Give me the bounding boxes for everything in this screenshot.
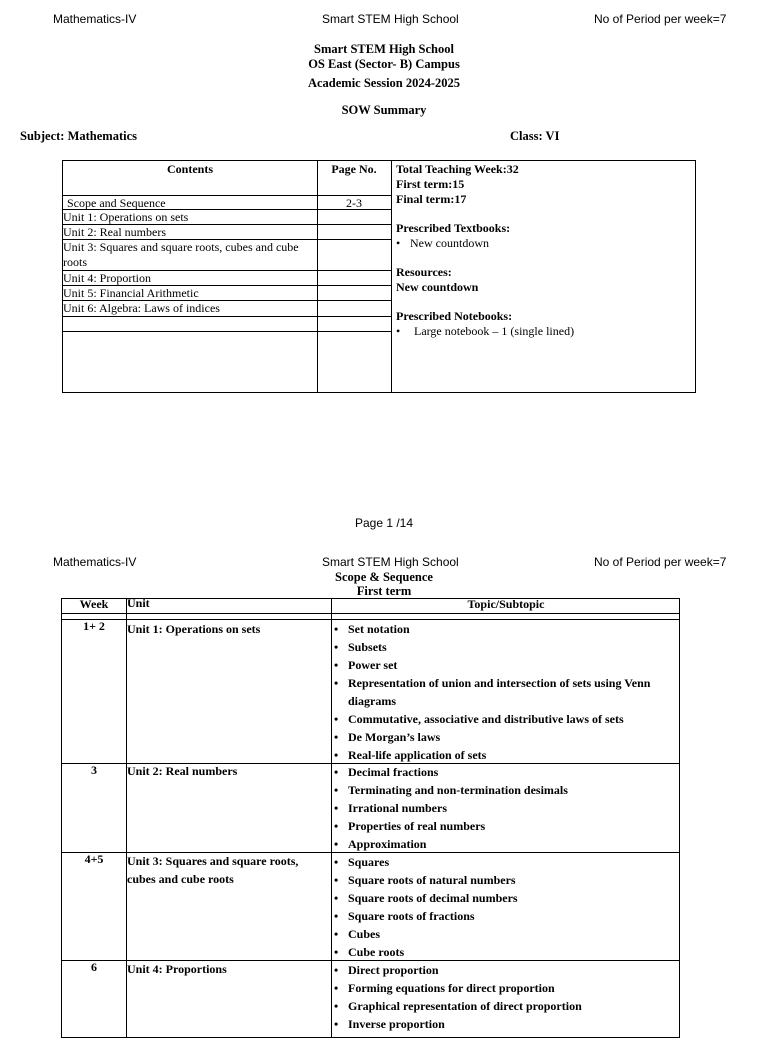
textbook-item: • New countdown (410, 236, 696, 251)
term-info (396, 162, 696, 339)
header-left: Mathematics-IV (53, 12, 137, 26)
header-center: Smart STEM High School (322, 12, 459, 26)
contents-item[interactable]: Scope and Sequence (67, 196, 166, 210)
list-item: • Square roots of decimal numbers (334, 889, 674, 907)
list-item: • Set notation (334, 620, 674, 638)
week-cell: 6 (91, 960, 97, 974)
total-weeks: Total Teaching Week:32 (396, 162, 519, 176)
list-item: • Inverse proportion (334, 1015, 674, 1033)
first-term: First term:15 (396, 177, 465, 191)
contents-page: 2-3 (346, 196, 362, 210)
topic-list (334, 853, 674, 961)
topic-list (334, 961, 674, 1033)
contents-item[interactable]: Unit 1: Operations on sets (63, 210, 189, 224)
scope-table (61, 598, 680, 1038)
school-name: Smart STEM High School (314, 42, 454, 56)
resource-item: New countdown (396, 280, 479, 294)
list-item: • Representation of union and intersection of sets using Venn diagrams (334, 674, 674, 710)
contents-item[interactable]: Unit 2: Real numbers (63, 225, 166, 239)
topic-list (334, 620, 674, 764)
header-left: Mathematics-IV (53, 555, 137, 569)
header-right: No of Period per week=7 (594, 12, 727, 26)
notebook-item: • Large notebook – 1 (single lined) (410, 324, 696, 339)
notebooks-title: Prescribed Notebooks: (396, 309, 513, 323)
week-cell: 3 (91, 763, 97, 777)
list-item: • Commutative, associative and distributive laws of sets (334, 710, 674, 728)
list-item: • Forming equations for direct proportion (334, 979, 674, 997)
col-week-header: Week (79, 597, 109, 611)
header-right: No of Period per week=7 (594, 555, 727, 569)
list-item: • Square roots of fractions (334, 907, 674, 925)
contents-item[interactable]: Unit 6: Algebra: Laws of indices (63, 301, 220, 315)
list-item: • De Morgan’s laws (334, 728, 674, 746)
week-cell: 4+5 (84, 852, 104, 866)
contents-item[interactable]: Unit 3: Squares and square roots, cubes and cube roots (63, 240, 299, 269)
contents-item[interactable]: Unit 5: Financial Arithmetic (63, 286, 199, 300)
page-footer: Page 1 /14 (354, 516, 414, 530)
list-item: • Cubes (334, 925, 674, 943)
page-no-header: Page No. (331, 162, 377, 176)
contents-item[interactable]: Unit 4: Proportion (63, 271, 152, 285)
list-item: • Approximation (334, 835, 674, 853)
campus-name: OS East (Sector- B) Campus (308, 57, 460, 71)
contents-header: Contents (166, 162, 213, 176)
list-item: • Cube roots (334, 943, 674, 961)
list-item: • Properties of real numbers (334, 817, 674, 835)
final-term: Final term:17 (396, 192, 467, 206)
unit-cell: Unit 2: Real numbers (127, 764, 238, 778)
class-label: Class: VI (510, 129, 560, 143)
topic-list (334, 763, 674, 853)
unit-cell: Unit 1: Operations on sets (127, 622, 261, 636)
list-item: • Decimal fractions (334, 763, 674, 781)
list-item: • Irrational numbers (334, 799, 674, 817)
list-item: • Real-life application of sets (334, 746, 674, 764)
contents-table (62, 160, 696, 393)
col-unit-header: Unit (127, 596, 150, 610)
list-item: • Direct proportion (334, 961, 674, 979)
scope-title: Scope & Sequence (335, 570, 433, 584)
list-item: • Power set (334, 656, 674, 674)
header-center: Smart STEM High School (322, 555, 459, 569)
textbooks-title: Prescribed Textbooks: (396, 221, 511, 235)
list-item: • Subsets (334, 638, 674, 656)
summary-title: SOW Summary (341, 103, 427, 117)
list-item: • Graphical representation of direct proportion (334, 997, 674, 1015)
resources-title: Resources: (396, 265, 452, 279)
col-topic-header: Topic/Subtopic (467, 597, 545, 611)
list-item: • Squares (334, 853, 674, 871)
unit-cell: Unit 4: Proportions (127, 962, 227, 976)
list-item: • Square roots of natural numbers (334, 871, 674, 889)
subject-label: Subject: Mathematics (20, 129, 137, 143)
week-cell: 1+ 2 (83, 619, 105, 633)
unit-cell: Unit 3: Squares and square roots, cubes and cube roots (127, 854, 299, 886)
term-title: First term (356, 584, 412, 598)
list-item: • Terminating and non-termination desimals (334, 781, 674, 799)
academic-session: Academic Session 2024-2025 (307, 76, 461, 90)
